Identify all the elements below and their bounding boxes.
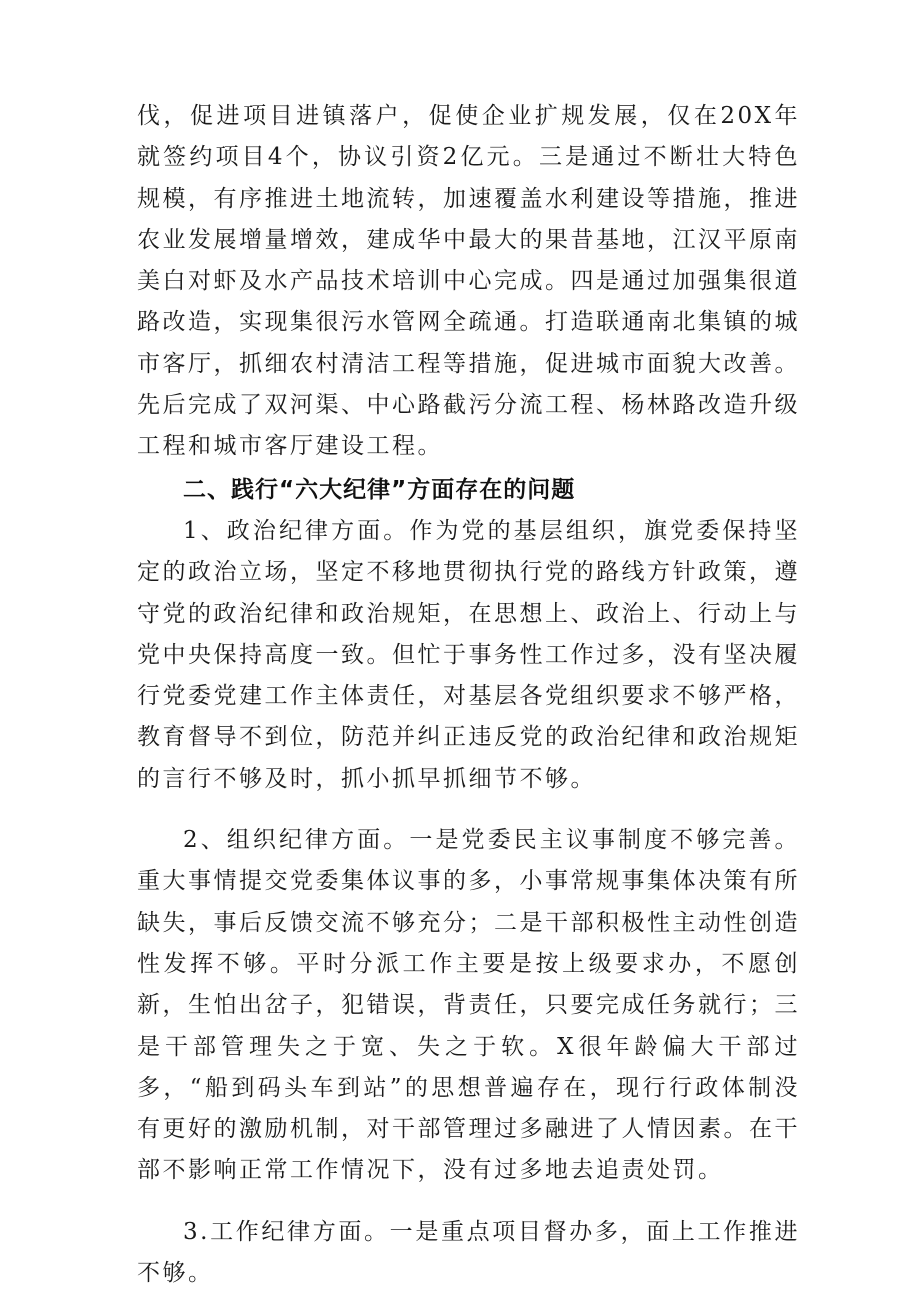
- paragraph-project-progress: 伐，促进项目进镇落户，促使企业扩规发展，仅在20X年就签约项目4个，协议引资2亿元。三是通过不断壮大特色规模，有序推进土地流转，加速覆盖水利建设等措施，推进农业发展增量增效，建成华中最大的果昔基地，江汉平原南美白对虾及水产品技术培训中心完成。四是通过加强集很道路改造，实现集很污水管网全疏通。打造联通南北集镇的城市客厅，抓细农村清洁工程等措施，促进城市面貌大改善。先后完成了双河渠、中心路截污分流工程、杨林路改造升级工程和城市客厅建设工程。: [137, 103, 800, 460]
- paragraph-political-discipline: 1、政治纪律方面。作为党的基层组织，旗党委保持坚定的政治立场，坚定不移地贯彻执行党的路线方针政策，遵守党的政治纪律和政治规矩，在思想上、政治上、行动上与党中央保持高度一致。但忙于事务性工作过多，没有坚决履行党委党建工作主体责任，对基层各党组织要求不够严格，教育督导不到位，防范并纠正违反党的政治纪律和政治规矩的言行不够及时，抓小抓早抓细节不够。: [137, 517, 800, 792]
- section-heading: 二、践行“六大纪律”方面存在的问题: [183, 476, 576, 503]
- paragraph-work-discipline: 3.工作纪律方面。一是重点项目督办多，面上工作推进不够。: [137, 1218, 800, 1287]
- paragraph-organizational-discipline: 2、组织纪律方面。一是党委民主议事制度不够完善。重大事情提交党委集体议事的多，小事常规事集体决策有所缺失，事后反馈交流不够充分；二是干部积极性主动性创造性发挥不够。平时分派工作主要是按上级要求办，不愿创新，生怕出岔子，犯错误，背责任，只要完成任务就行；三是干部管理失之于宽、失之于软。X很年龄偏大干部过多，“船到码头车到站”的思想普遍存在，现行行政体制没有更好的激励机制，对干部管理过多融进了人情因素。在干部不影响正常工作情况下，没有过多地去追责处罚。: [137, 827, 800, 1184]
